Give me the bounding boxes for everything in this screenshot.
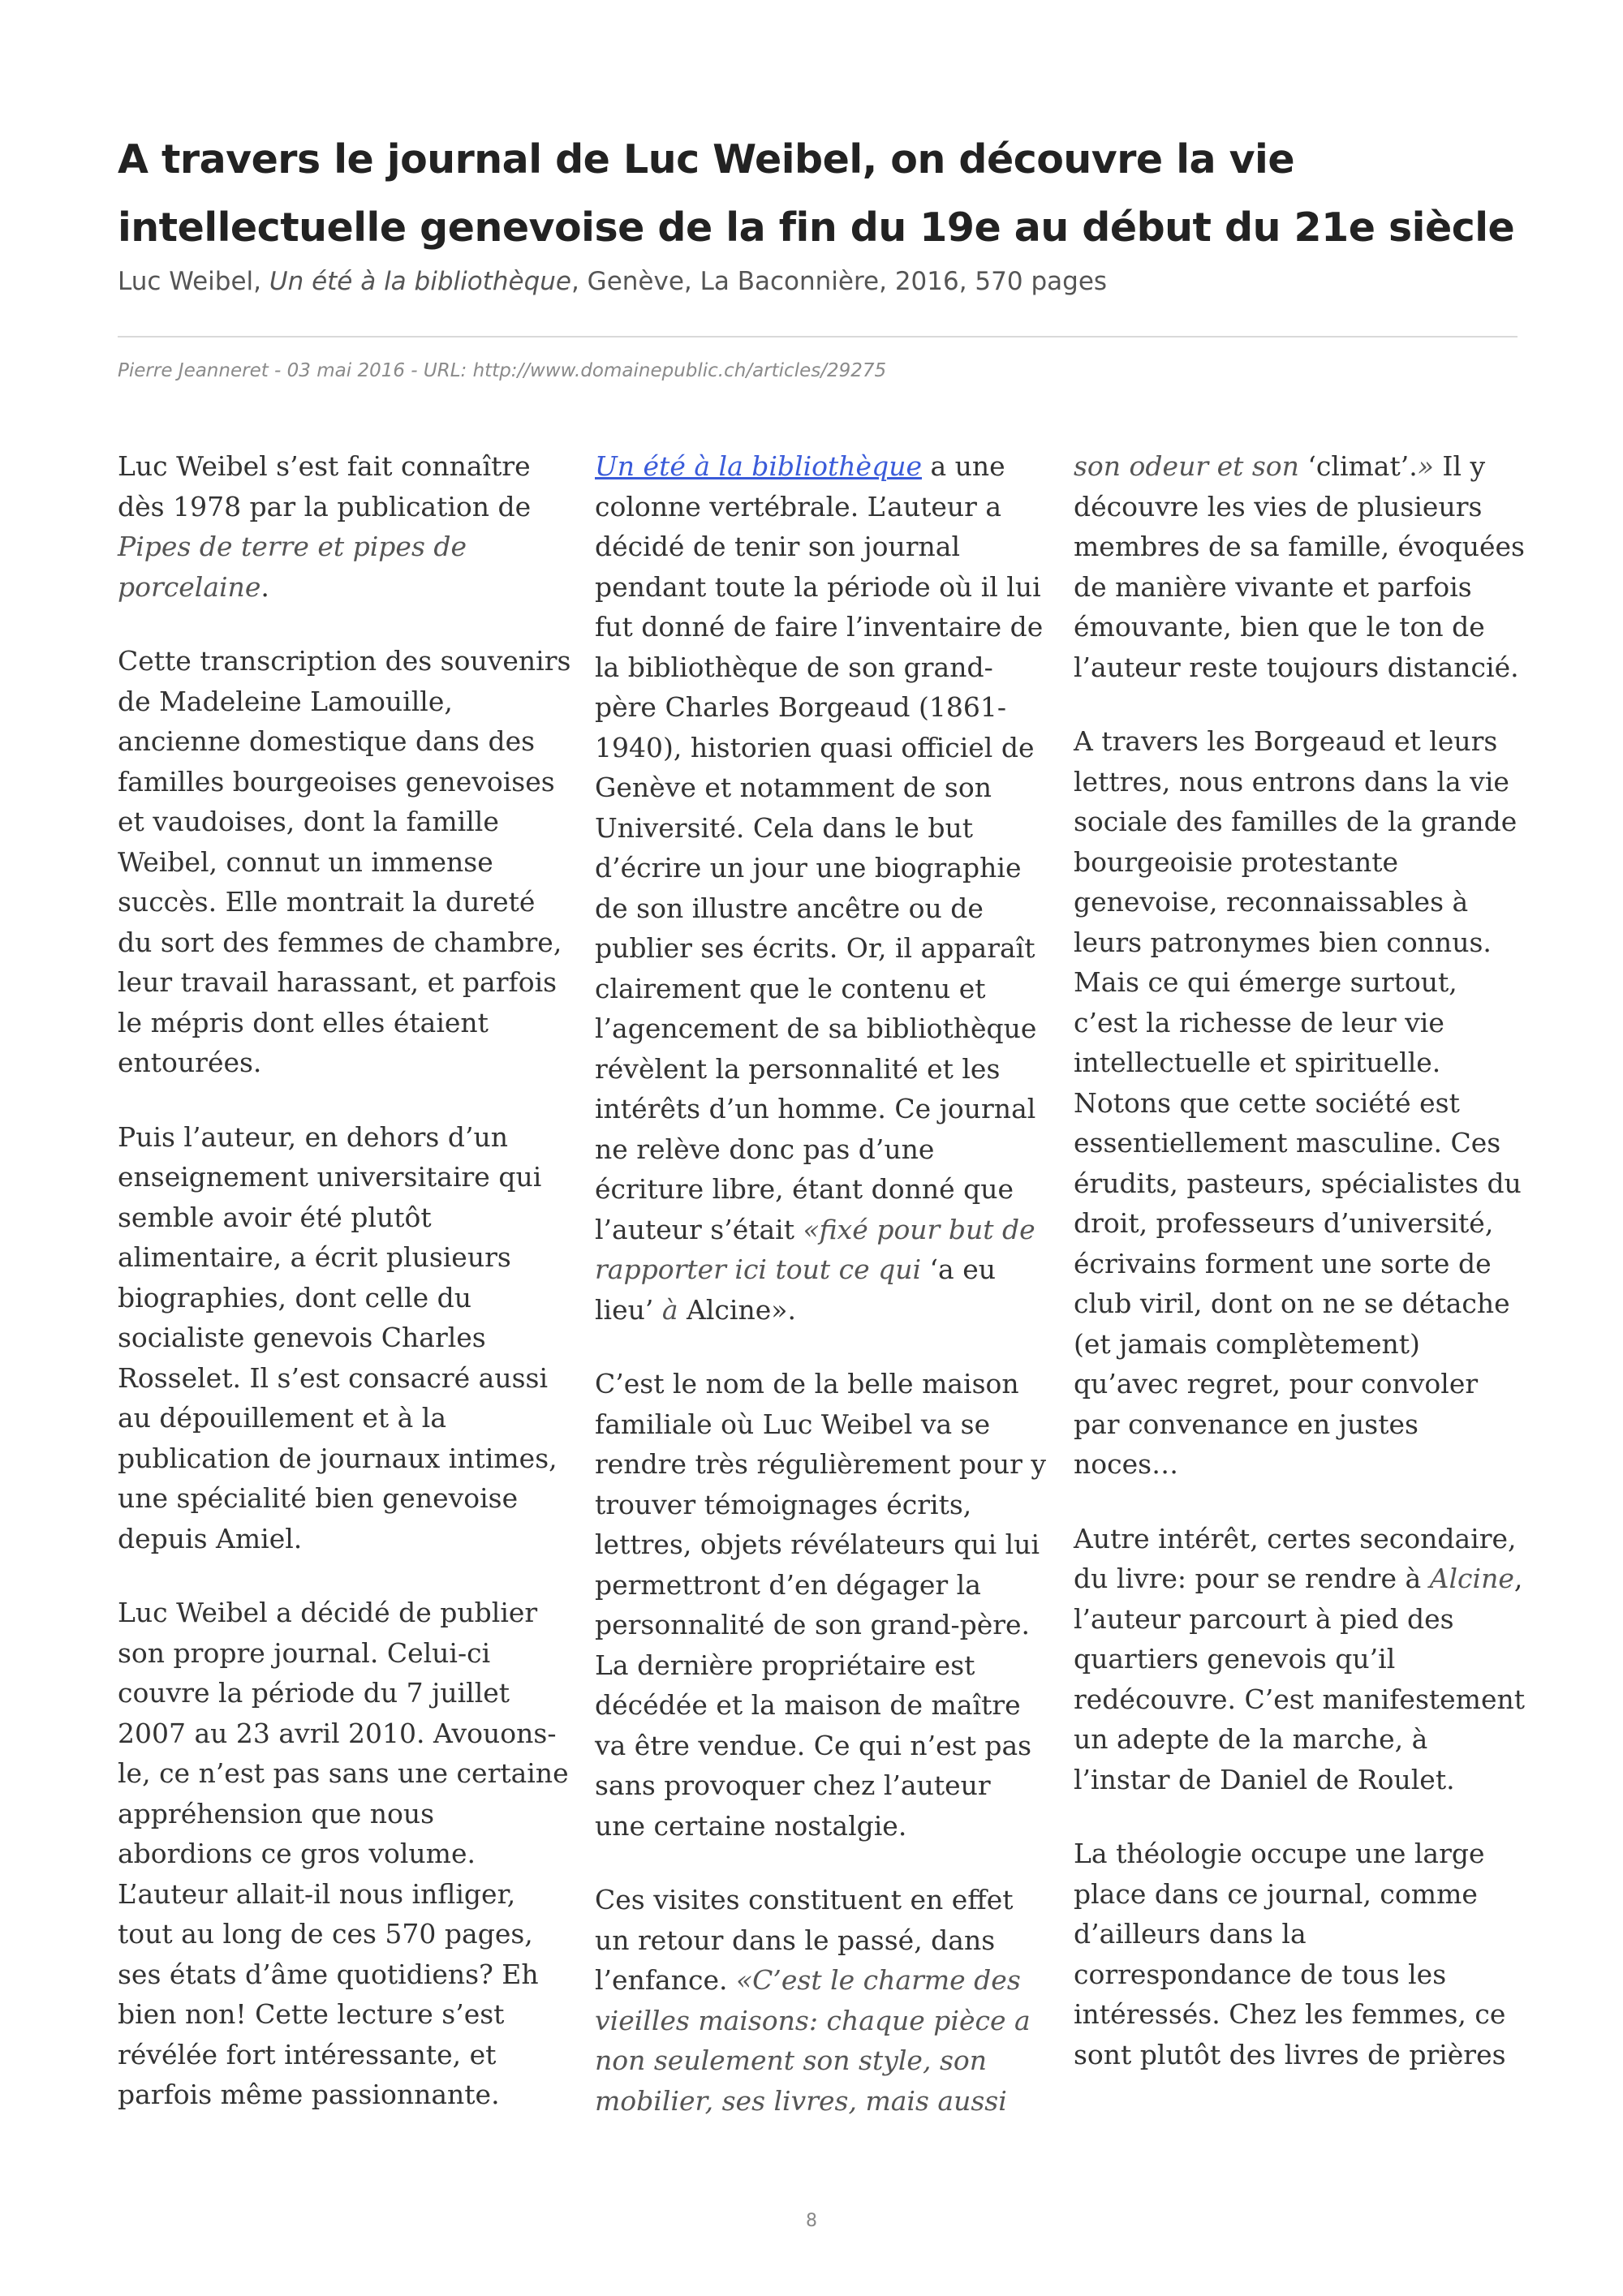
text-column-3 [1074,446,1528,2109]
header-divider [118,336,1518,338]
paragraph: Luc Weibel a décidé de publier son propre journal. Celui-ci couvre la période du 7 juillet 2007 au 23 avril 2010. Avouons-le, ce n’est pas sans une certaine appréhension que nous abordions ce gros volume. L’auteur allait-il nous infliger, tout au long de ces 570 pages, ses états d’âme quotidiens? Eh bien non! Cette lecture s’est révélée fort intéressante, et parfois même passionnante. [118,1597,569,2110]
paragraph: A travers les Borgeaud et leurs lettres, nous entrons dans la vie sociale des familles de la grande bourgeoisie protestante genevoise, reconnaissables à leurs patronymes bien connus. Mais ce qui émerge surtout, c’est la richesse de leur vie intellectuelle et spirituelle. Notons que cette société est essentiellement masculine. Ces érudits, pasteurs, spécialistes du droit, professeurs d’université, écrivains forment une sorte de club viril, dont on ne se détache (et jamais complètement) qu’avec regret, pour convoler par convenance en justes noces… [1074,725,1522,1480]
article-subtitle [118,264,1522,299]
paragraph: Ces visites constituent en effet un retour dans le passé, dans l’enfance. «C’est le charme des vieilles maisons: chaque pièce a non seulement son style, son mobilier, ses livres, mais aussi [595,1884,1031,2117]
paragraph: Luc Weibel s’est fait connaître dès 1978 par la publication de Pipes de terre et pipes de porcelaine. [118,450,532,603]
paragraph: Autre intérêt, certes secondaire, du livre: pour se rendre à Alcine, l’auteur parcourt à pied des quartiers genevois qu’il redécouvre. C’est manifestement un adepte de la marche, à l’instar de Daniel de Roulet. [1074,1522,1526,1795]
paragraph: Puis l’auteur, en dehors d’un enseignement universitaire qui semble avoir été plutôt alimentaire, a écrit plusieurs biographies, dont celle du socialiste genevois Charles Rosselet. Il s’est consacré aussi au dépouillement et à la publication de journaux intimes, une spécialité bien genevoise depuis Amiel. [118,1120,558,1554]
text-column-1 [118,446,572,2149]
article-title: A travers le journal de Luc Weibel, on découvre la vie intellectuelle genevoise de la fin du 19e au début du 21e siècle [118,136,1515,251]
paragraph: Un été à la bibliothèque a une colonne vertébrale. L’auteur a décidé de tenir son journal pendant toute la période où il lui fut donné de faire l’inventaire de la bibliothèque de son grand-père Charles Borgeaud (1861-1940), historien quasi officiel de Genève et notamment de son Université. Cela dans le but d’écrire un jour une biographie de son illustre ancêtre ou de publier ses écrits. Or, il apparaît clairement que le contenu et l’agencement de sa bibliothèque révèlent la personnalité et les intérêts d’un homme. Ce journal ne relève donc pas d’une écriture libre, étant donné que l’auteur s’était «fixé pour but de rapporter ici tout ce qui ‘a eu lieu’ à Alcine». [595,450,1044,1326]
page-number: 8 [806,2211,817,2231]
text-column-2 [595,446,1049,2155]
subtitle-author: Luc Weibel, [118,267,269,296]
subtitle-publication: , Genève, La Baconnière, 2016, 570 pages [570,267,1108,296]
book-title-link[interactable]: Un été à la bibliothèque [595,450,922,482]
subtitle-book-title: Un été à la bibliothèque [269,267,571,296]
paragraph: Cette transcription des souvenirs de Madeleine Lamouille, ancienne domestique dans des familles bourgeoises genevoises et vaudoises, dont la famille Weibel, connut un immense succès. Elle montrait la dureté du sort des femmes de chambre, leur travail harassant, et parfois le mépris dont elles étaient entourées. [118,645,571,1078]
article-meta: Pierre Jeanneret - 03 mai 2016 - URL: http://www.domainepublic.ch/articles/29275 [118,360,887,381]
paragraph: C’est le nom de la belle maison familiale où Luc Weibel va se rendre très régulièrement pour y trouver témoignages écrits, lettres, objets révélateurs qui lui permettront d’en dégager la personnalité de son grand-père. La dernière propriétaire est décédée et la maison de maître va être vendue. Ce qui n’est pas sans provoquer chez l’auteur une certaine nostalgie. [595,1368,1047,1842]
paragraph: son odeur et son ‘climat’.» Il y découvre les vies de plusieurs membres de sa famille, évoquées de manière vivante et parfois émouvante, bien que le ton de l’auteur reste toujours distancié. [1074,450,1525,683]
paragraph: La théologie occupe une large place dans ce journal, comme d’ailleurs dans la correspondance de tous les intéressés. Chez les femmes, ce sont plutôt des livres de prières [1074,1838,1506,2070]
